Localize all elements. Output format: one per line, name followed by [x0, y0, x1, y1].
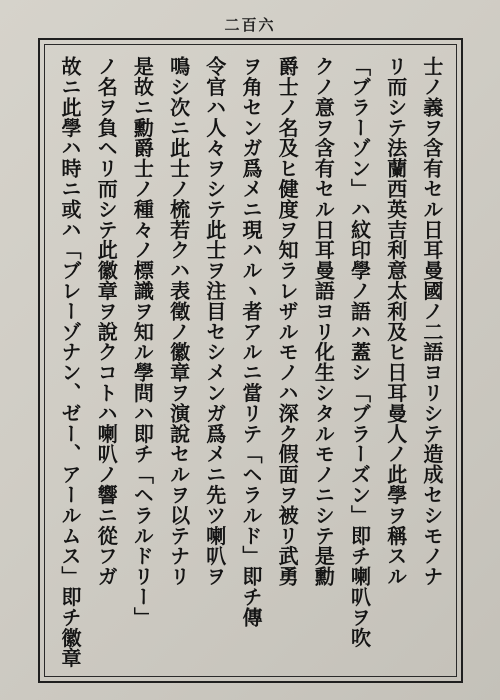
text-column: 「ブラーゾン」ハ紋印學ノ語ハ蓋シ「ブラーズン」即チ喇叭ヲ吹 — [347, 56, 372, 648]
text-column: 鳴シ次ニ此士ノ梳若クハ表徵ノ徽章ヲ演說セルヲ以テナリ — [166, 56, 191, 587]
text-column: 令官ハ人々ヲシテ此士ヲ注目セシメンガ爲メニ先ツ喇叭ヲ — [202, 56, 227, 587]
text-column: ヲ角センガ爲メニ現ハルヽ者アルニ當リテ「ヘラルド」即チ傳 — [238, 56, 263, 628]
vertical-text-block — [55, 56, 447, 668]
text-column: クノ意ヲ含有セル日耳曼語ヨリ化生シタルモノニシテ是勳 — [311, 56, 336, 587]
text-column: 士ノ義ヲ含有セル日耳曼國ノ二語ヨリシテ造成セシモノナ — [419, 56, 444, 587]
text-column: 爵士ノ名及ヒ健度ヲ知ラレザルモノハ深ク假面ヲ被リ武勇 — [275, 56, 300, 587]
text-column: ノ名ヲ負ヘリ而シテ此徽章ヲ說クコトハ喇叭ノ響ニ從フガ — [94, 56, 119, 587]
page-number: 二百六 — [224, 16, 276, 34]
text-column: 是故ニ勳爵士ノ種々ノ標識ヲ知ル學問ハ即チ「ヘラルドリー」 — [130, 56, 155, 628]
text-column: 故ニ此學ハ時ニ或ハ「ブレーゾナン、ゼー、アールムス」即チ徽章 — [58, 56, 82, 668]
text-column: リ而シテ法蘭西英吉利意太利及ヒ日耳曼人ノ此學ヲ稱スル — [383, 56, 408, 587]
